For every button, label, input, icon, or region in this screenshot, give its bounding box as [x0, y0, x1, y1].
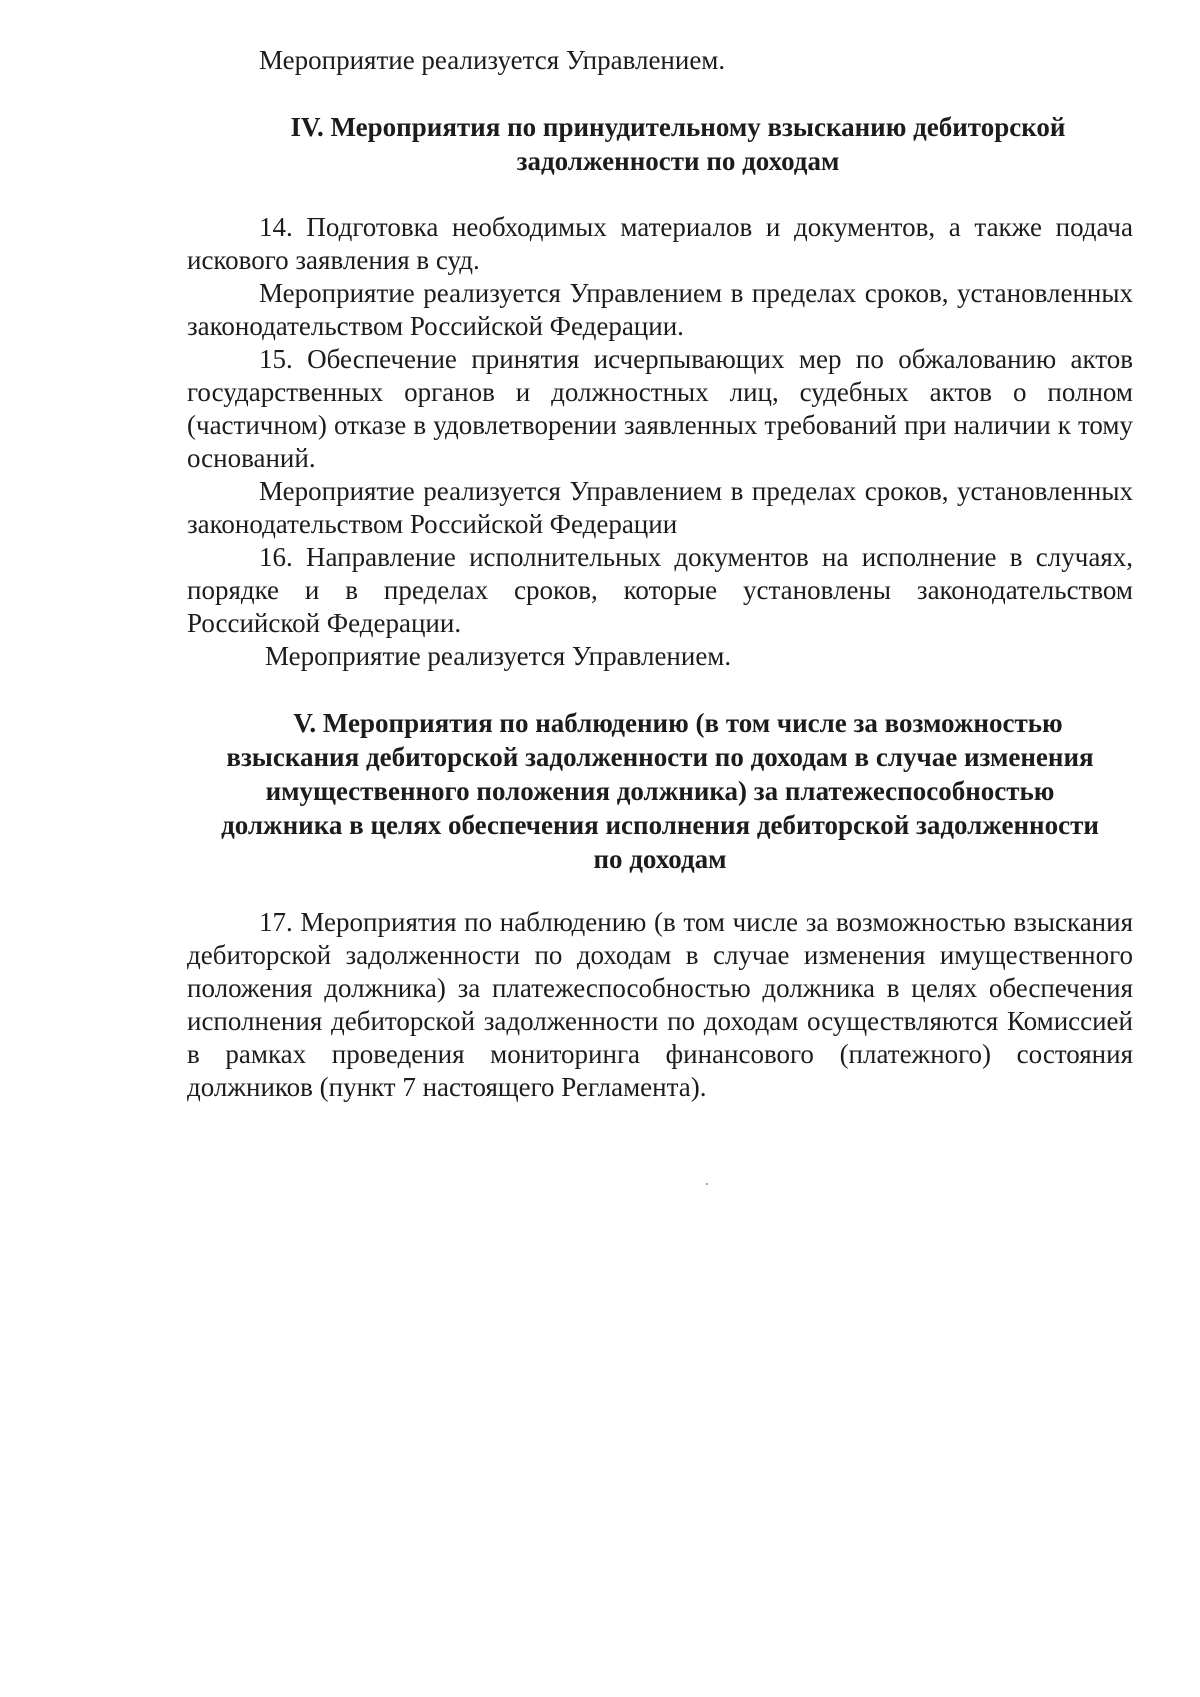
item-14-paragraph: 14. Подготовка необходимых материалов и документов, а также подача искового заявления в суд. — [187, 212, 1133, 275]
section-4-heading — [187, 110, 1133, 178]
section-5-body — [187, 906, 1133, 1104]
section-5-heading-line-2: взыскания дебиторской задолженности по доходам в случае изменения — [226, 742, 1094, 772]
section-5-heading-line-4: должника в целях обеспечения исполнения дебиторской задолженности — [221, 810, 1099, 840]
item-14-implementation: Мероприятие реализуется Управлением в пределах сроков, установленных законодательством Российской Федерации. — [187, 278, 1133, 341]
scan-speck — [706, 1183, 708, 1185]
section-4-heading-line-1: IV. Мероприятия по принудительному взысканию дебиторской — [290, 112, 1066, 142]
item-16-paragraph: 16. Направление исполнительных документов на исполнение в случаях, порядке и в пределах сроков, которые установлены законодательством Российской Федерации. — [187, 542, 1133, 638]
intro-block — [187, 44, 1133, 77]
section-5-heading — [187, 706, 1133, 876]
item-17-paragraph: 17. Мероприятия по наблюдению (в том числе за возможностью взыскания дебиторской задолженности по доходам в случае изменения имущественного положения должника) за платежеспособностью должника в целях обеспечения исполнения дебиторской задолженности по доходам осуществляются Комиссией в рамках проведения мониторинга финансового (платежного) состояния должников (пункт 7 настоящего Регламента). — [187, 907, 1133, 1102]
section-5-heading-line-3: имущественного положения должника) за платежеспособностью — [265, 776, 1055, 806]
section-5-heading-line-1: V. Мероприятия по наблюдению (в том числе за возможностью — [293, 708, 1063, 738]
item-16-implementation: Мероприятие реализуется Управлением. — [265, 641, 732, 671]
section-4-heading-line-2: задолженности по доходам — [516, 146, 840, 176]
item-15-implementation: Мероприятие реализуется Управлением в пределах сроков, установленных законодательством Российской Федерации — [187, 476, 1133, 539]
section-5-heading-line-5: по доходам — [593, 844, 727, 874]
section-4-body — [187, 211, 1133, 673]
item-15-paragraph: 15. Обеспечение принятия исчерпывающих мер по обжалованию актов государственных органов и должностных лиц, судебных актов о полном (частичном) отказе в удовлетворении заявленных требований при наличии к тому оснований. — [187, 344, 1133, 473]
intro-paragraph: Мероприятие реализуется Управлением. — [259, 45, 726, 75]
